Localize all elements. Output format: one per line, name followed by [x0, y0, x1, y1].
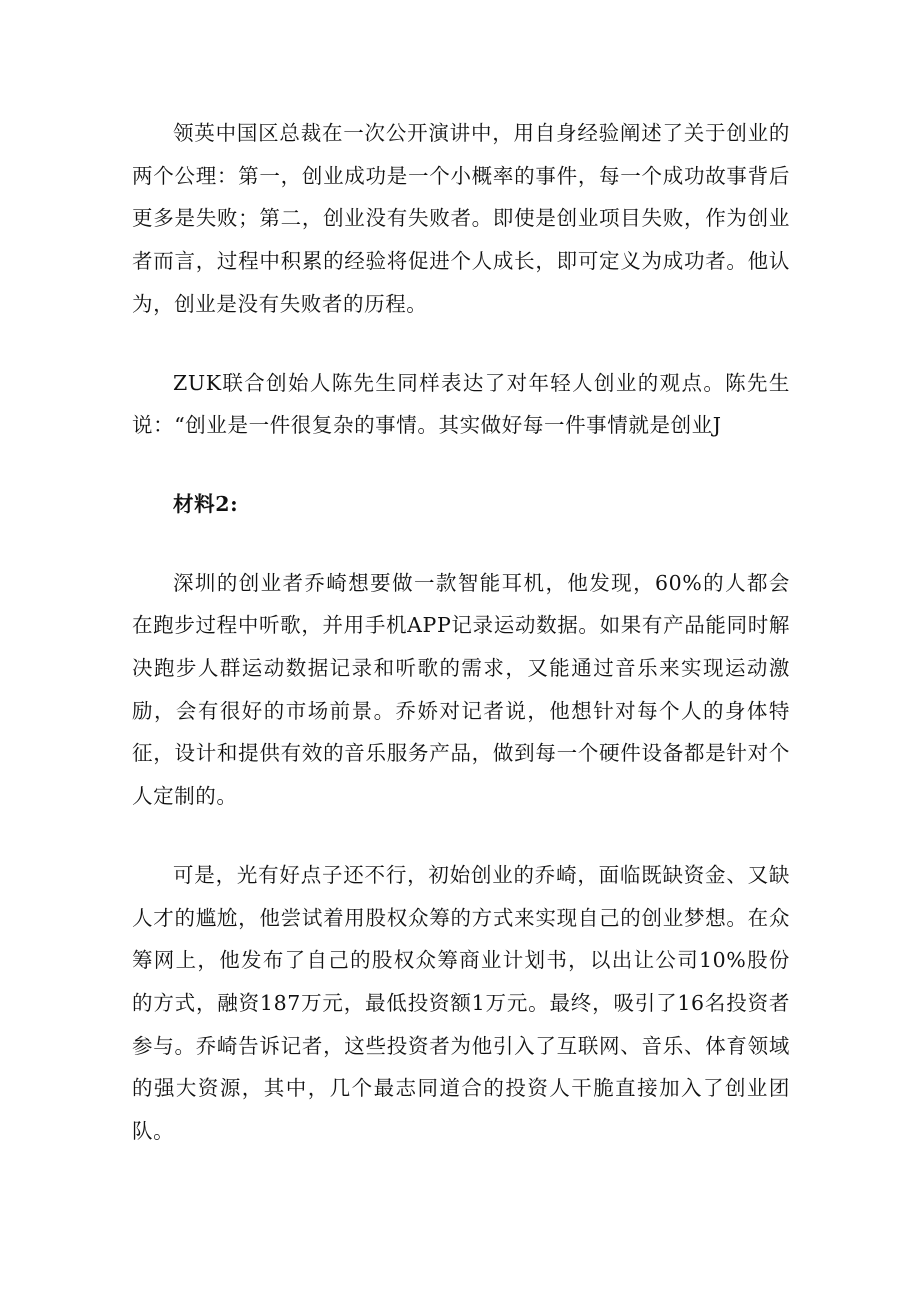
- paragraph-zuk: ZUK联合创始人陈先生同样表达了对年轻人创业的观点。陈先生说：“创业是一件很复杂的事情。其实做好每一件事情就是创业J: [132, 370, 790, 438]
- paragraph-linkedin: 领英中国区总裁在一次公开演讲中，用自身经验阐述了关于创业的两个公理：第一，创业成功是一个小概率的事件，每一个成功故事背后更多是失败；第二，创业没有失败者。即使是创业项目失败，作为创业者而言，过程中积累的经验将促进个人成长，即可定义为成功者。他认为，创业是没有失败者的历程。: [132, 121, 790, 316]
- paragraph-crowdfunding: 可是，光有好点子还不行，初始创业的乔崎，面临既缺资金、又缺人才的尴尬，他尝试着用股权众筹的方式来实现自己的创业梦想。在众筹网上，他发布了自己的股权众筹商业计划书，以出让公司10%股份的方式，融资187万元，最低投资额1万元。最终，吸引了16名投资者参与。乔崎告诉记者，这些投资者为他引入了互联网、音乐、体育领域的强大资源，其中，几个最志同道合的投资人干脆直接加入了创业团队。: [132, 862, 790, 1144]
- paragraph-smart-earphone: 深圳的创业者乔崎想要做一款智能耳机，他发现，60%的人都会在跑步过程中听歌，并用手机APP记录运动数据。如果有产品能同时解决跑步人群运动数据记录和听歌的需求，又能通过音乐来实现运动激励，会有很好的市场前景。乔娇对记者说，他想针对每个人的身体特征，设计和提供有效的音乐服务产品，做到每一个硬件设备都是针对个人定制的。: [132, 570, 790, 809]
- document-body: [132, 112, 790, 1189]
- material-heading: 材料2:: [173, 491, 239, 516]
